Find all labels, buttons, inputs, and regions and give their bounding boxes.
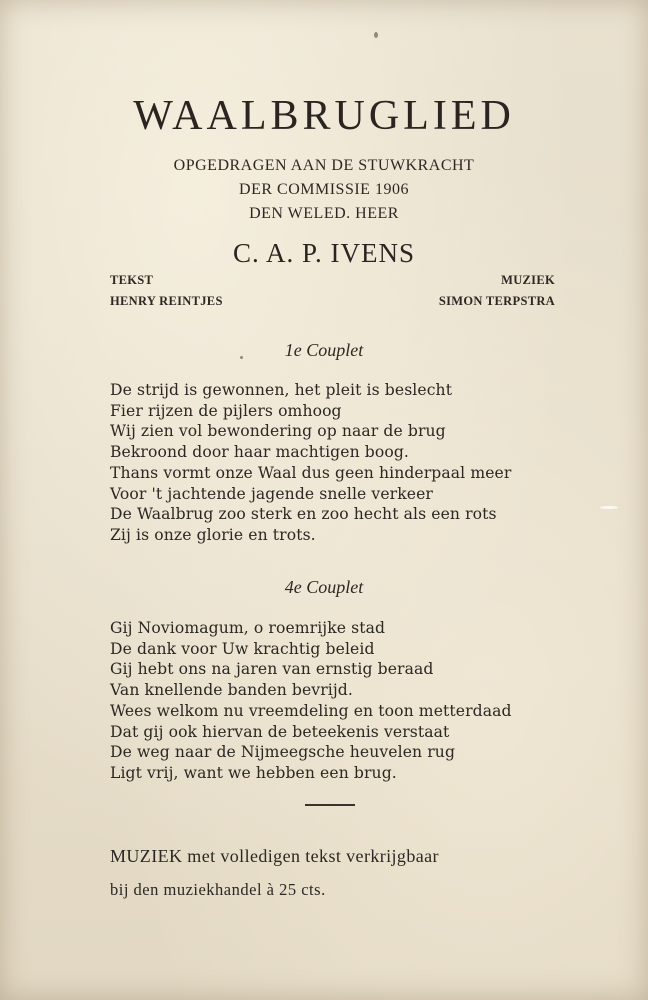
verse-line: Dat gij ook hiervan de beteekenis verstaat <box>110 722 450 741</box>
verse-line: Thans vormt onze Waal dus geen hinderpaal meer <box>110 463 512 482</box>
couplet-1-verse <box>110 380 580 546</box>
divider-rule <box>305 804 355 806</box>
verse-line: De Waalbrug zoo sterk en zoo hecht als een rots <box>110 505 497 524</box>
text-label: TEKST <box>110 273 154 287</box>
verse-line: Gij hebt ons na jaren van ernstig beraad <box>110 660 434 679</box>
verse-line: Wij zien vol bewondering op naar de brug <box>110 422 446 441</box>
music-label: MUZIEK <box>501 273 555 287</box>
verse-line: Zij is onze glorie en trots. <box>110 525 316 544</box>
verse-line: Van knellende banden bevrijd. <box>110 681 353 700</box>
couplet-1-heading: 1e Couplet <box>284 340 364 360</box>
dedication-line-1: OPGEDRAGEN AAN DE STUWKRACHT <box>173 157 475 174</box>
verse-line: Wees welkom nu vreemdeling en toon metterdaad <box>110 701 512 720</box>
music-author: SIMON TERPSTRA <box>438 294 555 308</box>
couplet-4-verse <box>110 618 580 784</box>
text-author: HENRY REINTJES <box>110 294 223 308</box>
honoree-name: C. A. P. IVENS <box>232 238 416 268</box>
verse-line: Voor 't jachtende jagende snelle verkeer <box>110 484 433 503</box>
song-title: WAALBRUGLIED <box>133 93 515 139</box>
footer-line-2: bij den muziekhandel à 25 cts. <box>110 880 326 899</box>
paper-speck <box>374 32 378 38</box>
paper-tear <box>600 506 618 509</box>
verse-line: Ligt vrij, want we hebben een brug. <box>110 763 397 782</box>
couplet-4-heading: 4e Couplet <box>284 577 364 597</box>
dedication-line-3: DEN WELED. HEER <box>249 205 399 222</box>
verse-line: De strijd is gewonnen, het pleit is beslecht <box>110 381 453 399</box>
verse-line: Bekroond door haar machtigen boog. <box>110 443 409 462</box>
verse-line: De weg naar de Nijmeegsche heuvelen rug <box>110 743 456 762</box>
verse-line: De dank voor Uw krachtig beleid <box>110 639 375 658</box>
footer-line-1: MUZIEK met volledigen tekst verkrijgbaar <box>110 846 439 866</box>
verse-line: Fier rijzen de pijlers omhoog <box>110 401 342 420</box>
verse-line: Gij Noviomagum, o roemrijke stad <box>110 619 386 637</box>
dedication-line-2: DER COMMISSIE 1906 <box>239 181 409 198</box>
